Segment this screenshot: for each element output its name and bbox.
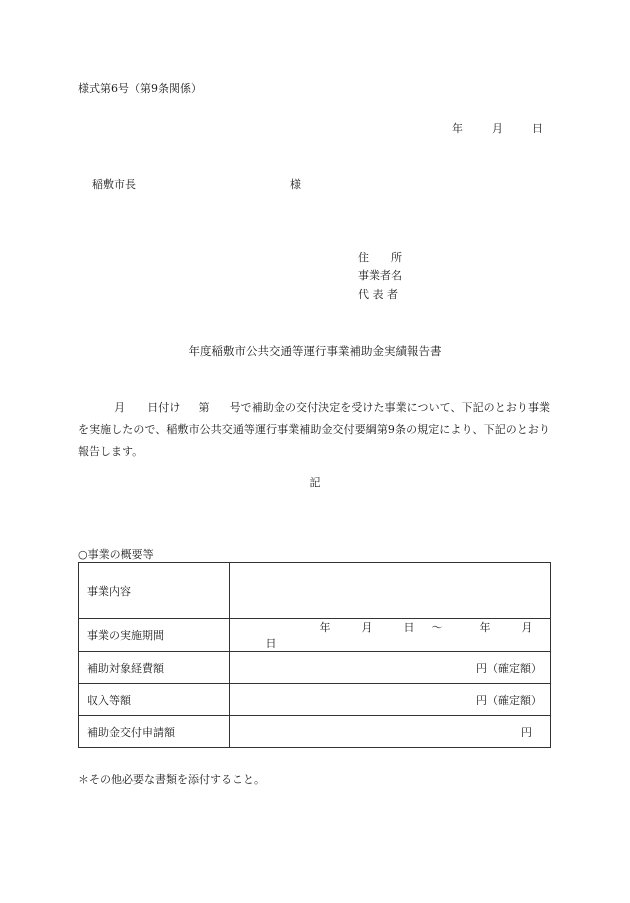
- period-end-day: 日: [265, 637, 277, 650]
- table-label-grant-request: 補助金交付申請額: [79, 716, 230, 748]
- period-end-year: 年: [479, 621, 491, 634]
- period-end-month: 月: [521, 621, 533, 634]
- period-start-year: 年: [319, 621, 331, 634]
- addressee: 稲敷市長: [92, 178, 136, 191]
- table-value-period: [230, 619, 551, 652]
- table-row: [79, 619, 551, 652]
- period-start-day: 日: [403, 621, 415, 634]
- table-row: [79, 563, 551, 619]
- table-value-income: 円（確定額）: [230, 684, 551, 716]
- body-paragraph: [78, 397, 550, 463]
- body-month: 月: [114, 401, 126, 414]
- section-heading: ○事業の概要等: [78, 548, 154, 561]
- body-dai: 第: [198, 401, 210, 414]
- table-label-income: 収入等額: [79, 684, 230, 716]
- table-label-period: 事業の実施期間: [79, 619, 230, 652]
- table-value-business-content: [230, 563, 551, 619]
- body-day-dated: 日付け: [147, 401, 181, 414]
- honorific: 様: [290, 178, 301, 191]
- table-row: [79, 652, 551, 684]
- date-year-label: 年: [452, 122, 463, 135]
- date-day-label: 日: [532, 122, 543, 135]
- table-row: [79, 684, 551, 716]
- period-separator: ～: [431, 621, 443, 634]
- period-start-month: 月: [361, 621, 373, 634]
- table-value-grant-request: 円: [230, 716, 551, 748]
- applicant-address-label: 住 所: [358, 251, 402, 264]
- table-label-business-content: 事業内容: [79, 563, 230, 619]
- ki-heading: 記: [309, 476, 321, 489]
- table-label-eligible-expense: 補助対象経費額: [79, 652, 230, 684]
- table-row: [79, 716, 551, 748]
- table-value-eligible-expense: 円（確定額）: [230, 652, 551, 684]
- summary-table: [78, 562, 551, 748]
- date-month-label: 月: [492, 122, 503, 135]
- document-title: 年度稲敷市公共交通等運行事業補助金実績報告書: [188, 344, 442, 358]
- footnote: ＊その他必要な書類を添付すること。: [78, 773, 265, 786]
- body-rest: 号で補助金の交付決定を受けた事業について、下記のとおり事業を実施したので、稲敷市公共交通等運行事業補助金交付要綱第9条の規定により、下記のとおり報告します。: [78, 401, 551, 458]
- date-line: [452, 120, 543, 136]
- form-number: 様式第6号（第9条関係）: [78, 82, 202, 95]
- applicant-representative-label: 代 表 者: [358, 288, 398, 301]
- applicant-business-name-label: 事業者名: [358, 269, 402, 282]
